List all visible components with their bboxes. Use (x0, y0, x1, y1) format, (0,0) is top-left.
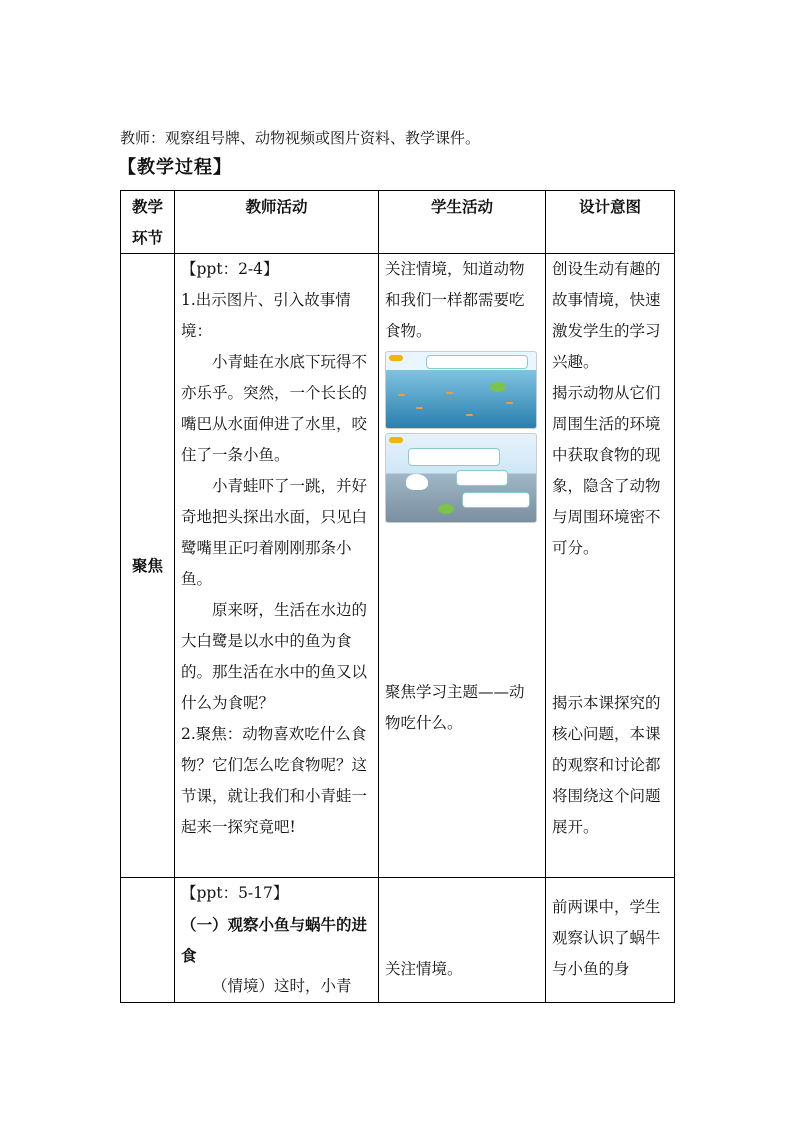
student-activity-2: 聚焦学习主题——动物吃什么。 (385, 683, 525, 732)
pond-underwater-illustration (385, 351, 537, 429)
caption-bubble (408, 448, 500, 466)
student-activity-focus (379, 254, 546, 878)
teacher-step2: 2.聚焦：动物喜欢吃什么食物？它们怎么吃食物呢？这节课，就让我们和小青蛙一起来一探究竟吧! (181, 725, 368, 836)
header-teacher: 教师活动 (175, 191, 379, 254)
student-activity-1: 关注情境，知道动物和我们一样都需要吃食物。 (385, 260, 525, 340)
frog-icon (490, 382, 506, 392)
teacher-activity-focus (175, 254, 379, 878)
design-intent-1: 创设生动有趣的故事情境，快速激发学生的学习兴趣。 (552, 260, 661, 371)
design-intent-focus (546, 254, 675, 878)
teacher-activity-observe (175, 878, 379, 1003)
spacer (552, 564, 668, 688)
egret-icon (406, 474, 428, 490)
fish-icon (506, 402, 513, 404)
stage-observe (121, 878, 175, 1003)
observe-scenario: （情境）这时，小青 (212, 977, 352, 995)
design-intent-2: 揭示动物从它们周围生活的环境中获取食物的现象，隐含了动物与周围环境密不可分。 (552, 384, 661, 557)
story-paragraph-2: 小青蛙吓了一跳，并好奇地把头探出水面，只见白鹭嘴里正叼着刚刚那条小鱼。 (181, 477, 368, 588)
lesson-process-table (120, 190, 675, 1003)
fish-icon (398, 394, 405, 396)
story-paragraph-1: 小青蛙在水底下玩得不亦乐乎。突然，一个长长的嘴巴从水面伸进了水里，咬住了一条小鱼。 (181, 353, 368, 464)
student-activity-3: 关注情境。 (385, 960, 463, 978)
caption-bubble (426, 355, 528, 369)
header-design: 设计意图 (546, 191, 675, 254)
story-paragraph-3: 原来呀，生活在水边的大白鹭是以水中的鱼为食的。那生活在水中的鱼又以什么为食呢？ (181, 601, 368, 712)
fish-icon (446, 392, 453, 394)
design-intent-observe (546, 878, 675, 1003)
spacer (552, 878, 668, 892)
materials-line: 教师：观察组号牌、动物视频或图片资料、教学课件。 (120, 129, 481, 147)
spacer (385, 527, 539, 677)
badge-icon (389, 355, 403, 361)
fish-icon (466, 414, 473, 416)
ppt-ref: 【ppt：2-4】 (181, 260, 279, 278)
header-stage-line1: 教学 (131, 197, 163, 216)
table-row-observe (121, 878, 675, 1003)
spacer (385, 878, 539, 954)
badge-icon (389, 437, 403, 443)
speech-bubble (462, 492, 530, 508)
frog-icon (438, 504, 454, 514)
observe-subheading: （一）观察小鱼与蜗牛的进食 (181, 915, 368, 965)
student-activity-observe (379, 878, 546, 1003)
header-stage (121, 191, 175, 254)
stage-focus: 聚焦 (121, 254, 175, 878)
table-row-focus (121, 254, 675, 878)
ppt-ref-2: 【ppt：5-17】 (181, 884, 289, 902)
design-intent-3: 揭示本课探究的核心问题，本课的观察和讨论都将围绕这个问题展开。 (552, 694, 661, 836)
design-intent-4: 前两课中，学生观察认识了蜗牛与小鱼的身 (552, 898, 661, 978)
table-header-row (121, 191, 675, 254)
header-student: 学生活动 (379, 191, 546, 254)
fish-icon (416, 407, 423, 409)
header-stage-line2: 环节 (131, 228, 163, 247)
egret-and-frog-illustration (385, 433, 537, 523)
teacher-step1: 1.出示图片、引入故事情境： (181, 291, 351, 340)
section-heading: 【教学过程】 (118, 157, 232, 178)
speech-bubble (456, 470, 508, 486)
